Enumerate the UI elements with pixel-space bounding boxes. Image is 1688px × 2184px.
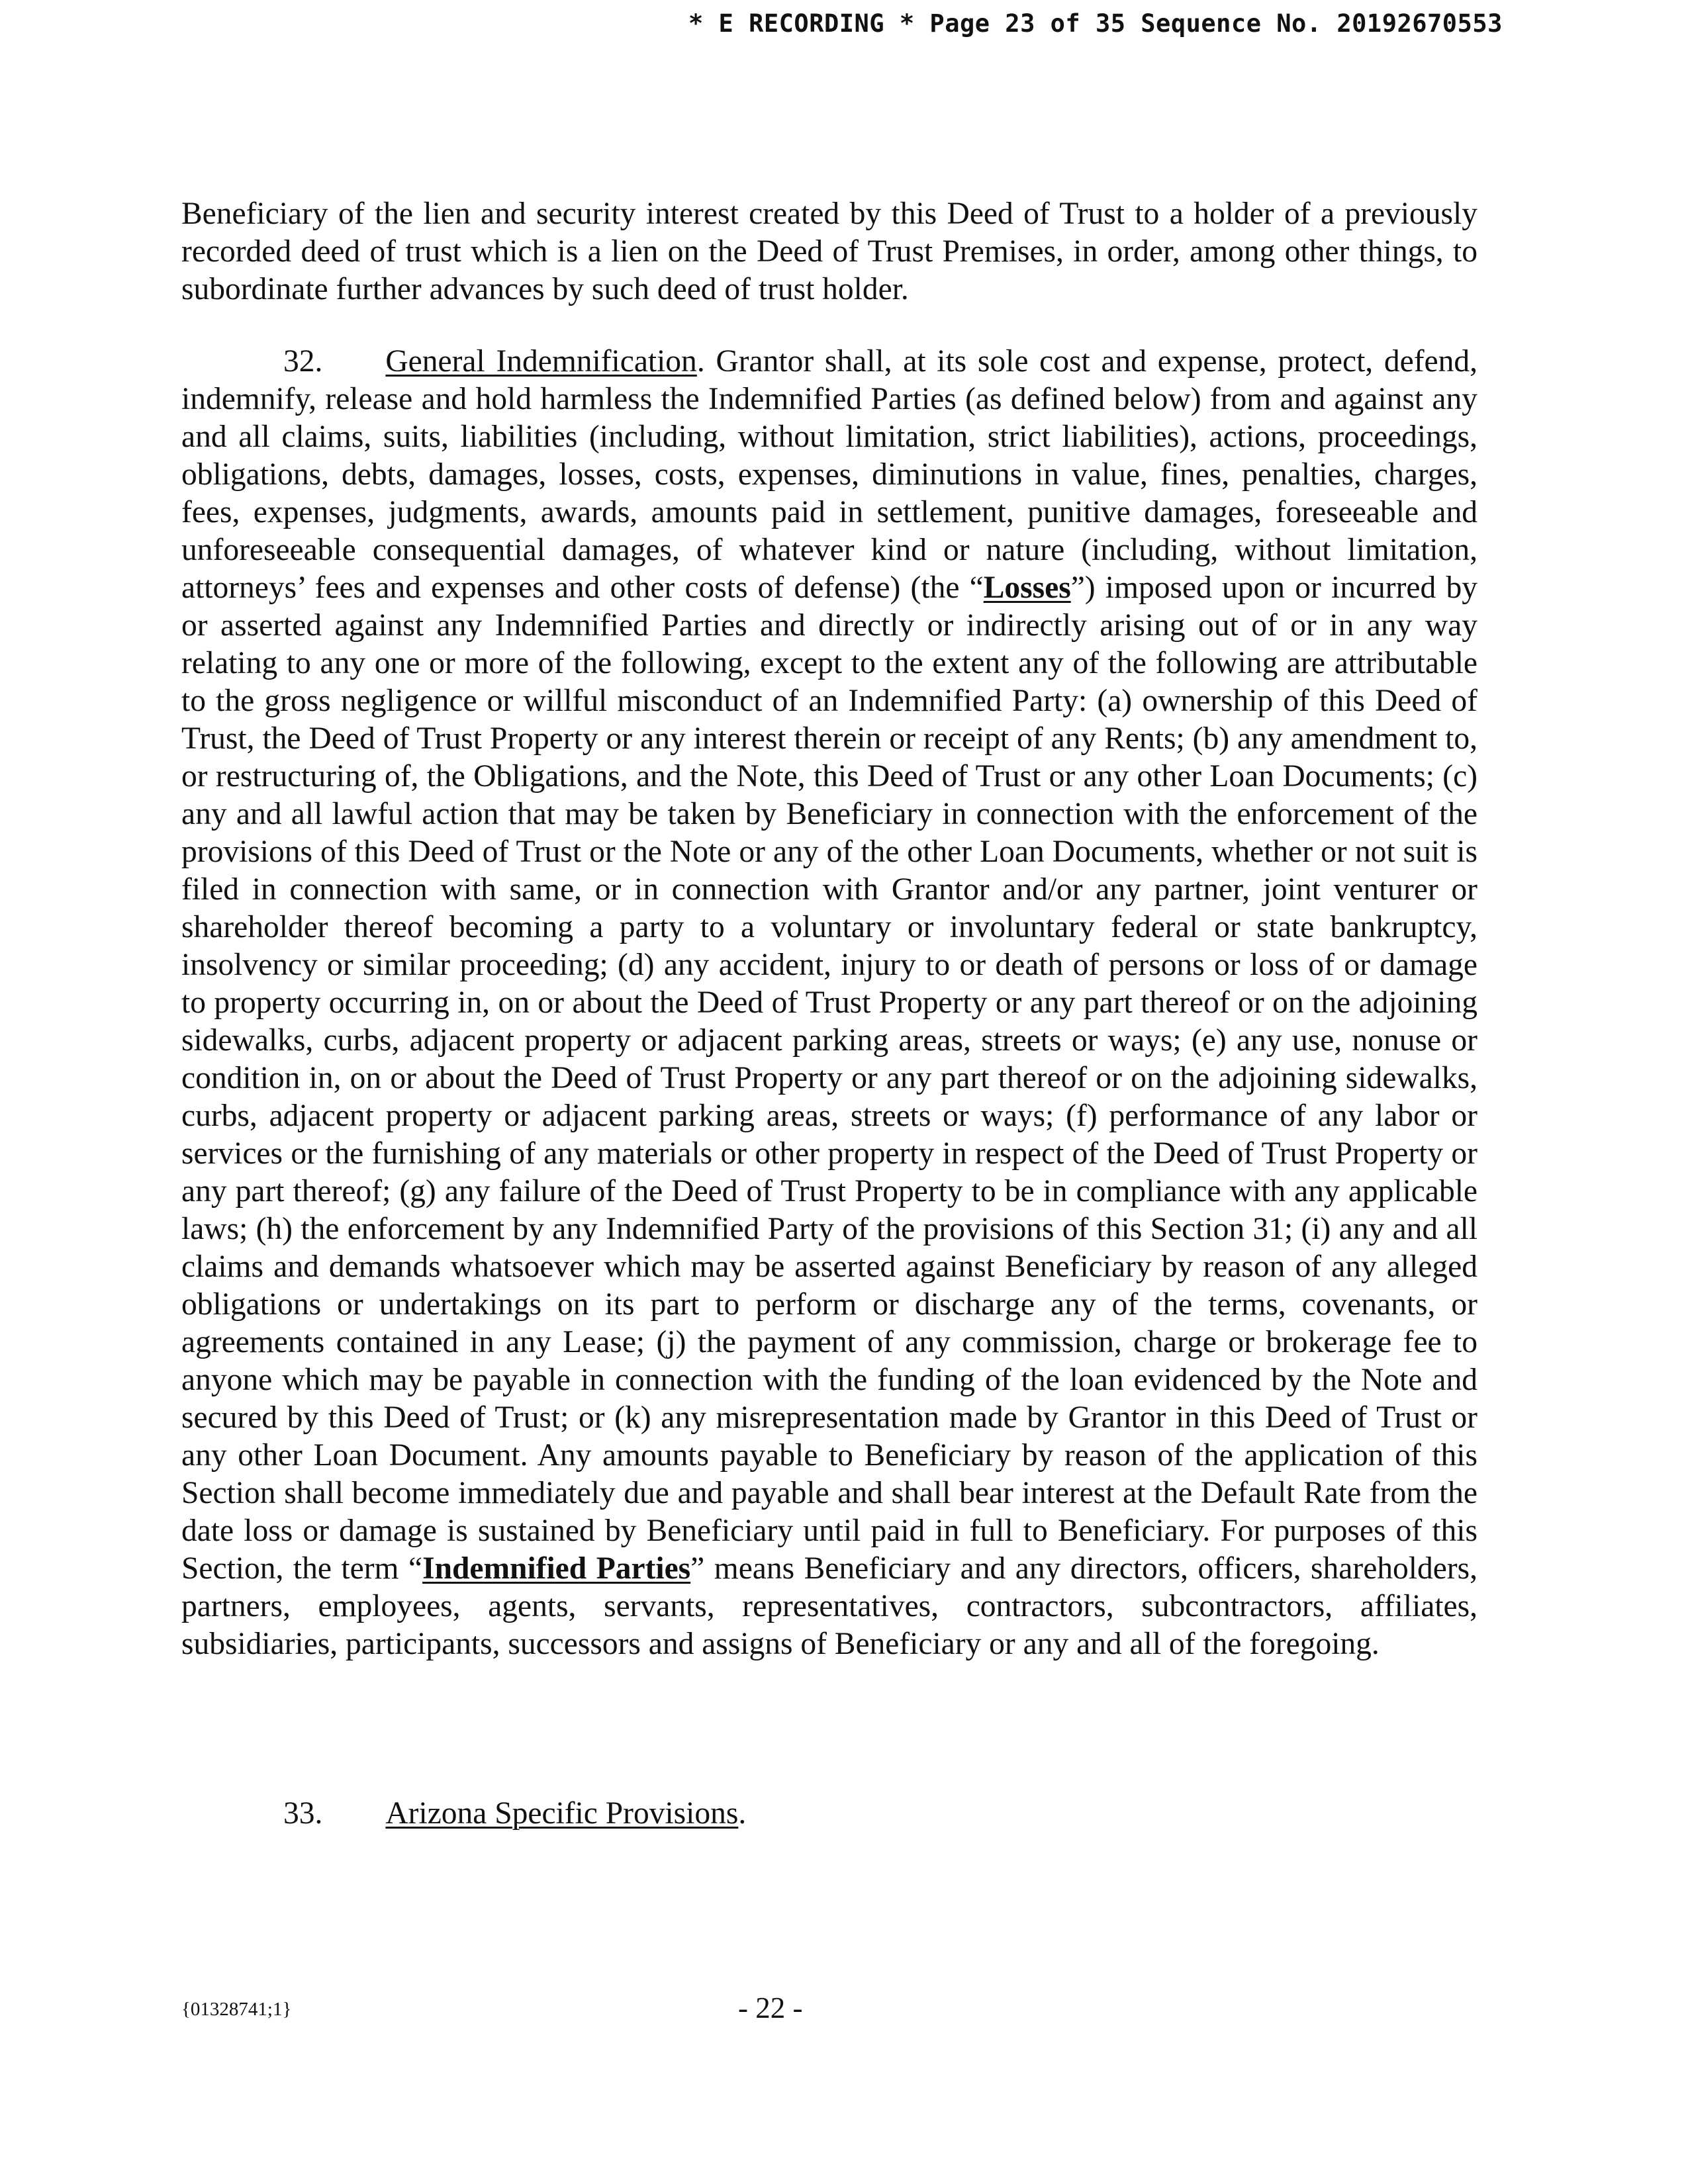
section-32-paragraph [181,343,1477,1663]
document-id: {01328741;1} [181,1999,292,2020]
continuation-paragraph: Beneficiary of the lien and security interest created by this Deed of Trust to a holder of a previously recorded deed of trust which is a lien on the Deed of Trust Premises, in order, among other things, to subordinate further advances by such deed of trust holder. [181,197,1477,306]
recording-header: * E RECORDING * Page 23 of 35 Sequence No. 20192670553 [688,9,1503,38]
section-33-heading: Arizona Specific Provisions [385,1796,739,1831]
section-32-number: 32. [283,344,323,379]
section-32-text-3: ” means Beneficiary and any directors, officers, shareholders, partners, employees, agents, servants, representatives, contractors, subcontractors, affiliates, subsidiaries, participants, successors and assigns of Beneficiary or any and all of the foregoing. [181,1551,1477,1661]
page-number: - 22 - [738,1991,803,2025]
section-32-text-1: . Grantor shall, at its sole cost and expense, protect, defend, indemnify, release and hold harmless the Indemnified Parties (as defined below) from and against any and all claims, suits, liabilities (including, without limitation, strict liabilities), actions, proceedings, obligations, debts, damages, losses, costs, expenses, diminutions in value, fines, penalties, charges, fees, expenses, judgments, awards, amounts paid in settlement, punitive damages, foreseeable and unforeseeable consequential damages, of whatever kind or nature (including, without limitation, attorneys’ fees and expenses and other costs of defense) (the “ [181,344,1477,605]
section-33-heading-line [181,1795,746,1833]
defined-term-indemnified-parties: Indemnified Parties [422,1551,691,1586]
defined-term-losses: Losses [983,570,1071,605]
section-33-number: 33. [283,1796,323,1831]
section-32-heading: General Indemnification [385,344,697,379]
section-33-period: . [738,1796,747,1831]
section-32-text-2: ”) imposed upon or incurred by or asserted against any Indemnified Parties and directly or indirectly arising out of or in any way relating to any one or more of the following, except to the extent any of the following are attributable to the gross negligence or willful misconduct of an Indemnified Party: (a) ownership of this Deed of Trust, the Deed of Trust Property or any interest therein or receipt of any Rents; (b) any amendment to, or restructuring of, the Obligations, and the Note, this Deed of Trust or any other Loan Documents; (c) any and all lawful action that may be taken by Beneficiary in connection with the enforcement of the provisions of this Deed of Trust or the Note or any of the other Loan Documents, whether or not suit is filed in connection with same, or in connection with Grantor and/or any partner, joint venturer or shareholder thereof becoming a party to a voluntary or involuntary federal or state bankruptcy, insolvency or similar proceeding; (d) any accident, injury to or death of persons or loss of or damage to property occurring in, on or about the Deed of Trust Property or any part thereof or on the adjoining sidewalks, curbs, adjacent property or adjacent parking areas, streets or ways; (e) any use, nonuse or condition in, on or about the Deed of Trust Property or any part thereof or on the adjoining sidewalks, curbs, adjacent property or adjacent parking areas, streets or ways; (f) performance of any labor or services or the furnishing of any materials or other property in respect of the Deed of Trust Property or any part thereof; (g) any failure of the Deed of Trust Property to be in compliance with any applicable laws; (h) the enforcement by any Indemnified Party of the provisions of this Section 31; (i) any and all claims and demands whatsoever which may be asserted against Beneficiary by reason of any alleged obligations or undertakings on its part to perform or discharge any of the terms, covenants, or agreements contained in any Lease; (j) the payment of any commission, charge or brokerage fee to anyone which may be payable in connection with the funding of the loan evidenced by the Note and secured by this Deed of Trust; or (k) any misrepresentation made by Grantor in this Deed of Trust or any other Loan Document. Any amounts payable to Beneficiary by reason of the application of this Section shall become immediately due and payable and shall bear interest at the Default Rate from the date loss or damage is sustained by Beneficiary until paid in full to Beneficiary. For purposes of this Section, the term “ [181,570,1477,1586]
